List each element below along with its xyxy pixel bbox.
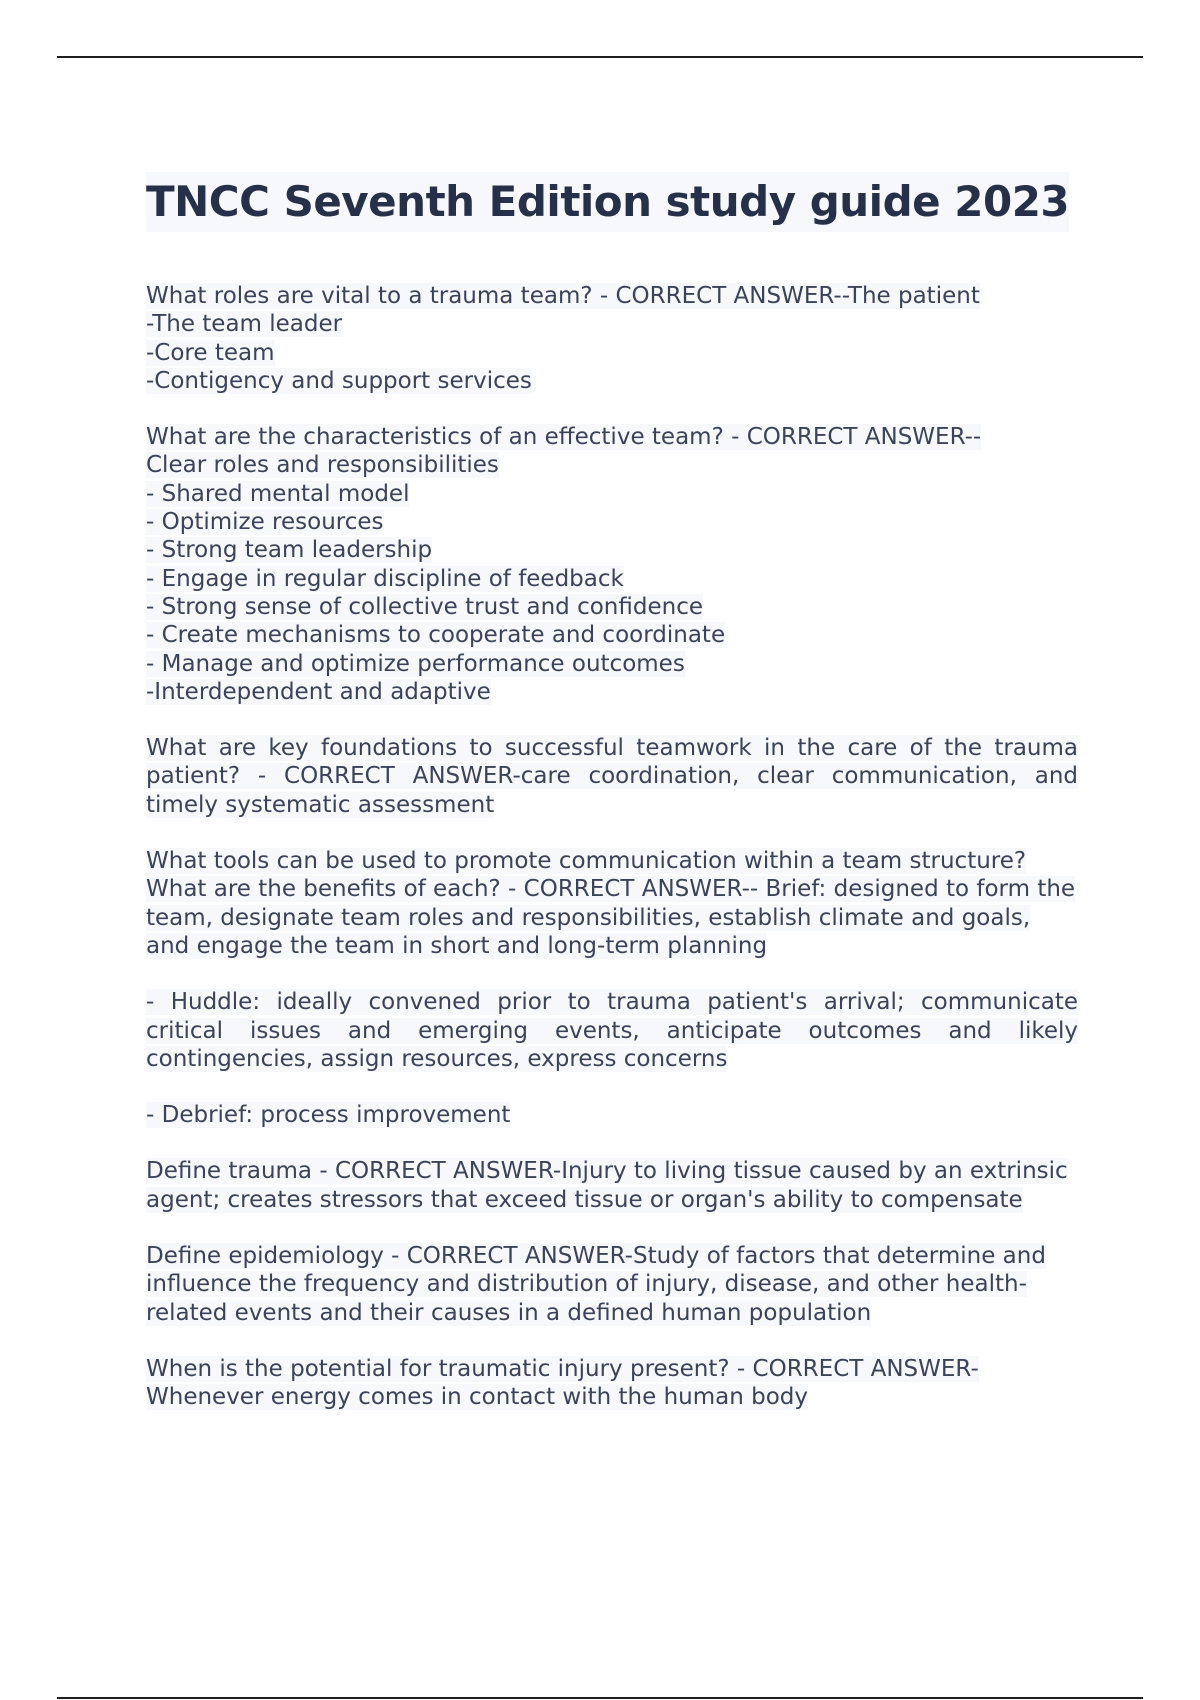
qa-paragraph: Define epidemiology - CORRECT ANSWER-Study of factors that determine and influence the frequency and distribution of injury, disease, and other health-related events and their causes in a defined human population bbox=[146, 1243, 1046, 1326]
qa-item-teamwork-foundations bbox=[146, 734, 1078, 819]
document-title: TNCC Seventh Edition study guide 2023 bbox=[146, 172, 1069, 232]
bottom-rule bbox=[57, 1697, 1143, 1699]
qa-line: - Shared mental model bbox=[146, 480, 410, 507]
qa-line: What are the characteristics of an effective team? - CORRECT ANSWER-- bbox=[146, 424, 982, 451]
qa-paragraph: - Huddle: ideally convened prior to trauma patient's arrival; communicate critical issues and emerging events, anticipate outcomes and likely contingencies, assign resources, express concerns bbox=[146, 989, 1078, 1072]
qa-list bbox=[146, 282, 1078, 1412]
qa-item-define-trauma bbox=[146, 1157, 1078, 1214]
qa-line: Clear roles and responsibilities bbox=[146, 452, 499, 479]
qa-item-traumatic-injury-potential bbox=[146, 1355, 1078, 1412]
qa-line: - Create mechanisms to cooperate and coordinate bbox=[146, 622, 726, 649]
qa-line: -Interdependent and adaptive bbox=[146, 678, 491, 705]
qa-item-define-epidemiology bbox=[146, 1242, 1078, 1327]
qa-paragraph: What tools can be used to promote communication within a team structure? What are the benefits of each? - CORRECT ANSWER-- Brief: designed to form the team, designate team roles and responsibilities, establish climate and goals, and engage the team in short and long-term planning bbox=[146, 848, 1076, 959]
document-body bbox=[146, 172, 1078, 1440]
qa-line: -Contigency and support services bbox=[146, 367, 532, 394]
qa-paragraph: What are key foundations to successful teamwork in the care of the trauma patient? - CORRECT ANSWER-care coordination, clear communication, and timely systematic assessment bbox=[146, 735, 1078, 818]
qa-item-effective-team bbox=[146, 423, 1078, 706]
qa-paragraph: Define trauma - CORRECT ANSWER-Injury to living tissue caused by an extrinsic agent; creates stressors that exceed tissue or organ's ability to compensate bbox=[146, 1158, 1068, 1213]
qa-line: - Optimize resources bbox=[146, 509, 384, 536]
qa-paragraph: When is the potential for traumatic injury present? - CORRECT ANSWER-Whenever energy comes in contact with the human body bbox=[146, 1355, 979, 1411]
qa-line: -Core team bbox=[146, 339, 275, 366]
qa-line: - Strong sense of collective trust and confidence bbox=[146, 593, 703, 620]
qa-line: - Engage in regular discipline of feedback bbox=[146, 565, 624, 592]
qa-item-trauma-team-roles bbox=[146, 282, 1078, 395]
qa-line: - Manage and optimize performance outcomes bbox=[146, 650, 685, 677]
qa-line: -The team leader bbox=[146, 311, 343, 338]
top-rule bbox=[57, 56, 1143, 58]
qa-line: - Strong team leadership bbox=[146, 537, 433, 564]
qa-item-communication-tools bbox=[146, 847, 1078, 1129]
qa-line: What roles are vital to a trauma team? - CORRECT ANSWER--The patient bbox=[146, 283, 980, 309]
qa-paragraph: - Debrief: process improvement bbox=[146, 1102, 511, 1129]
